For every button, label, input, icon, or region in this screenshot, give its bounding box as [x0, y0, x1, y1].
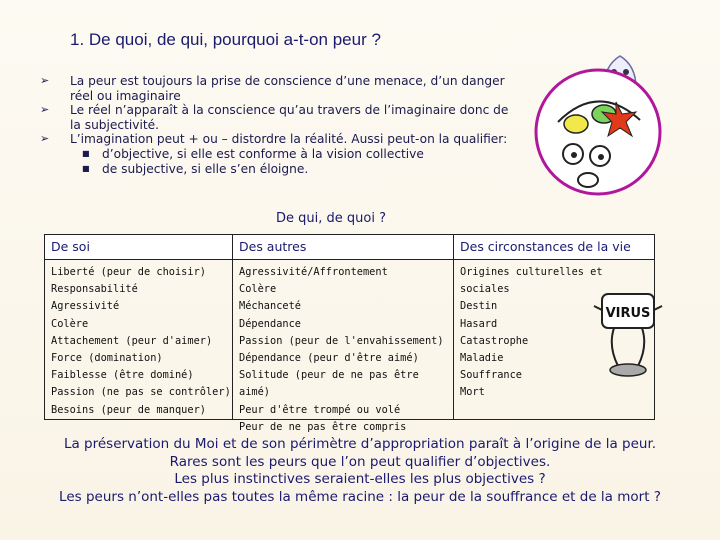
table-column-self — [45, 235, 233, 419]
table-cell: Agressivité — [51, 300, 120, 313]
bullet-item: ➢ L’imagination peut + ou – distordre la réalité. Aussi peut-on la qualifier: — [40, 132, 508, 147]
arrow-bullet-icon: ➢ — [40, 103, 50, 117]
bullet-item: ➢ Le réel n’apparaît à la conscience qu’au travers de l’imaginaire donc de la subjectivité. — [40, 103, 509, 132]
table-header: Des autres — [233, 235, 453, 260]
table-title: De qui, de quoi ? — [276, 211, 386, 226]
conclusion-text — [0, 436, 720, 506]
sub-bullet-item: ■ d’objective, si elle est conforme à la vision collective — [82, 146, 424, 161]
table-cell: Méchanceté — [239, 300, 301, 313]
fear-sources-table — [44, 234, 655, 433]
table-cell: Passion (peur de l'envahissement) — [239, 334, 444, 347]
table-cell: Mort — [460, 386, 485, 399]
table-cell: Hasard — [460, 317, 498, 330]
table-cell: Peur de ne pas être compris — [239, 420, 407, 433]
arrow-bullet-icon: ➢ — [40, 74, 50, 87]
square-bullet-icon: ■ — [82, 148, 90, 158]
table-cell: Maladie — [460, 352, 504, 365]
table-column-others — [233, 235, 454, 433]
table-cell: Origines culturelles et sociales — [460, 266, 603, 296]
table-cell: Responsabilité — [51, 283, 138, 296]
table-cell: Destin — [460, 300, 498, 313]
virus-label: VIRUS — [605, 306, 651, 321]
sub-bullet-item: ■ de subjective, si elle s’en éloigne. — [82, 161, 309, 176]
table-cell: Agressivité/Affrontement — [239, 266, 388, 278]
conclusion-line: Rares sont les peurs que l’on peut qualifier d’objectives. — [169, 453, 551, 470]
table-cell: Catastrophe — [460, 334, 529, 347]
page-title: 1. De quoi, de qui, pourquoi a-t-on peur ? — [70, 30, 381, 49]
arrow-bullet-icon: ➢ — [40, 132, 50, 146]
table-cell: Faiblesse (être dominé) — [51, 369, 194, 382]
bullet-list — [40, 74, 510, 176]
conclusion-line: Les peurs n’ont-elles pas toutes la même racine : la peur de la souffrance et de la mort ? — [59, 488, 661, 505]
table-column-circumstances — [454, 235, 654, 419]
table-cell: Besoins (peur de manquer) — [51, 403, 206, 416]
square-bullet-icon: ■ — [82, 163, 90, 173]
conclusion-line: La préservation du Moi et de son périmètre d’appropriation paraît à l’origine de la peur. — [63, 436, 657, 452]
table-cell: Force (domination) — [51, 352, 163, 365]
table-cell: Peur d'être trompé ou volé — [239, 403, 401, 416]
table-cell: Souffrance — [460, 369, 522, 382]
table-cell: Dépendance (peur d'être aimé) — [239, 352, 419, 365]
bullet-item: ➢ La peur est toujours la prise de conscience d’une menace, d’un danger réel ou imaginaire — [40, 74, 505, 103]
table-cell: Colère — [239, 283, 277, 296]
table-cell: Dépendance — [239, 317, 301, 330]
table-header: De soi — [45, 235, 232, 260]
table-cell: Colère — [51, 317, 89, 330]
table-cell: Liberté (peur de choisir) — [51, 266, 206, 278]
table-cell: Attachement (peur d'aimer) — [51, 334, 213, 347]
table-header: Des circonstances de la vie — [454, 235, 654, 260]
table-cell: Passion (ne pas se contrôler) — [51, 386, 231, 399]
conclusion-line: Les plus instinctives seraient-elles les plus objectives ? — [174, 471, 546, 487]
scared-face-illustration — [528, 62, 668, 202]
table-cell: Solitude (peur de ne pas être aimé) — [239, 369, 419, 399]
